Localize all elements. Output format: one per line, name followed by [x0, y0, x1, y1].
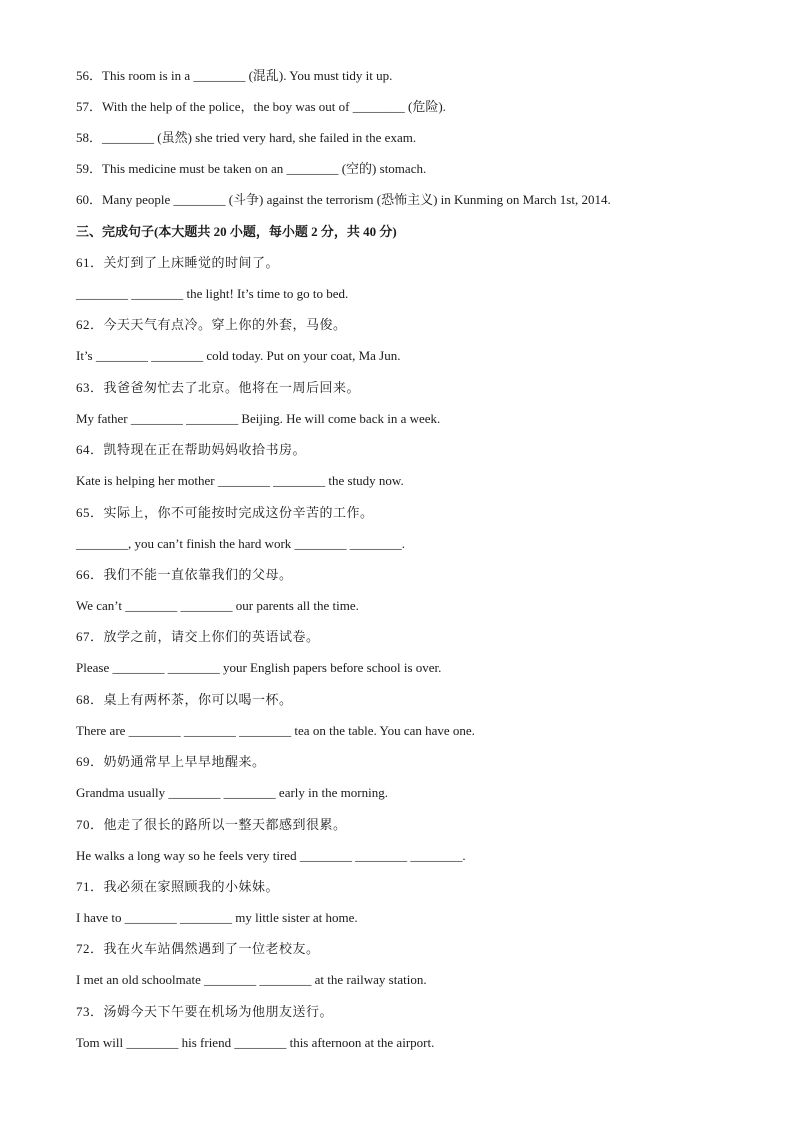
question-70-english: He walks a long way so he feels very tired ________ ________ ________. — [76, 848, 466, 863]
question-69-chinese: 69．奶奶通常早上早早地醒来。 — [76, 754, 266, 769]
question-61-chinese: 61．关灯到了上床睡觉的时间了。 — [76, 255, 280, 270]
question-58: 58．________ (虽然) she tried very hard, she failed in the exam. — [76, 130, 417, 145]
question-61-english: ________ ________ the light! It’s time to go to bed. — [76, 286, 349, 301]
question-62-chinese: 62．今天天气有点冷。穿上你的外套，马俊。 — [76, 317, 347, 332]
question-65-chinese: 65．实际上，你不可能按时完成这份辛苦的工作。 — [76, 505, 374, 520]
question-56: 56．This room is in a ________ (混乱). You must tidy it up. — [76, 68, 393, 83]
question-68-english: There are ________ ________ ________ tea on the table. You can have one. — [76, 723, 475, 738]
question-71-chinese: 71．我必须在家照顾我的小妹妹。 — [76, 879, 280, 894]
question-66-english: We can’t ________ ________ our parents all the time. — [76, 598, 359, 613]
question-60: 60．Many people ________ (斗争) against the terrorism (恐怖主义) in Kunming on March 1st, 2014. — [76, 192, 611, 207]
question-68-chinese: 68．桌上有两杯茶，你可以喝一杯。 — [76, 692, 293, 707]
question-71-english: I have to ________ ________ my little sister at home. — [76, 910, 358, 925]
question-64-chinese: 64．凯特现在正在帮助妈妈收拾书房。 — [76, 442, 307, 457]
question-57: 57．With the help of the police，the boy was out of ________ (危险). — [76, 99, 446, 114]
question-63-english: My father ________ ________ Beijing. He will come back in a week. — [76, 411, 441, 426]
question-59: 59．This medicine must be taken on an ________ (空的) stomach. — [76, 161, 427, 176]
question-66-chinese: 66．我们不能一直依靠我们的父母。 — [76, 567, 293, 582]
section-heading: 三、完成句子(本大题共 20 小题，每小题 2 分，共 40 分) — [76, 224, 397, 239]
question-65-english: ________, you can’t finish the hard work ________ ________. — [76, 536, 406, 551]
question-70-chinese: 70．他走了很长的路所以一整天都感到很累。 — [76, 817, 347, 832]
question-73-english: Tom will ________ his friend ________ this afternoon at the airport. — [76, 1035, 435, 1050]
question-63-chinese: 63．我爸爸匆忙去了北京。他将在一周后回来。 — [76, 380, 361, 395]
question-72-chinese: 72．我在火车站偶然遇到了一位老校友。 — [76, 941, 320, 956]
question-67-chinese: 67．放学之前，请交上你们的英语试卷。 — [76, 629, 320, 644]
question-72-english: I met an old schoolmate ________ ________ at the railway station. — [76, 972, 427, 987]
question-69-english: Grandma usually ________ ________ early in the morning. — [76, 785, 388, 800]
question-67-english: Please ________ ________ your English papers before school is over. — [76, 660, 442, 675]
question-62-english: It’s ________ ________ cold today. Put on your coat, Ma Jun. — [76, 348, 401, 363]
question-64-english: Kate is helping her mother ________ ________ the study now. — [76, 473, 404, 488]
question-73-chinese: 73．汤姆今天下午要在机场为他朋友送行。 — [76, 1004, 334, 1019]
